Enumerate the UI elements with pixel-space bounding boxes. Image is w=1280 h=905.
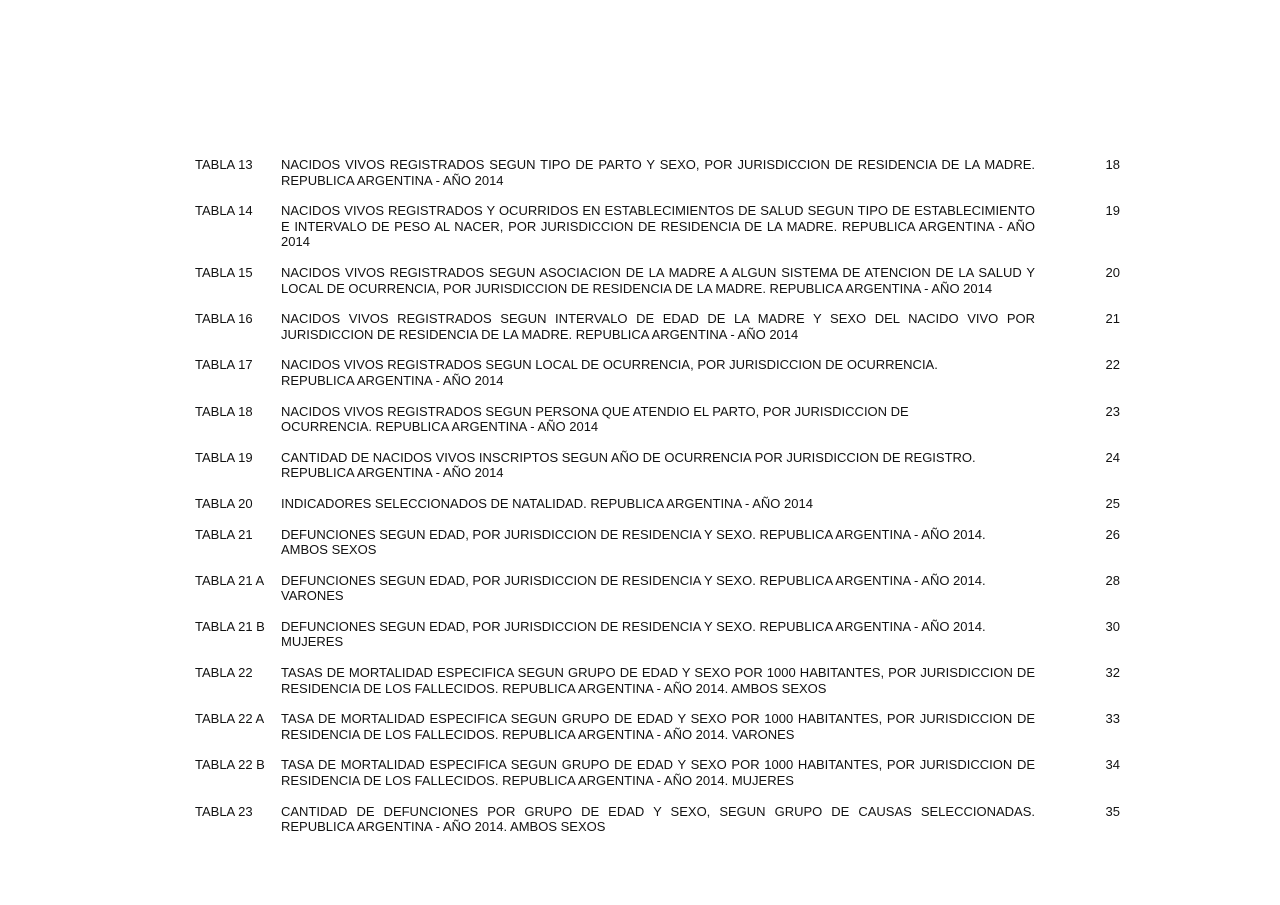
toc-entry-description: NACIDOS VIVOS REGISTRADOS SEGUN INTERVALO DE EDAD DE LA MADRE Y SEXO DEL NACIDO VIVO POR JURISDICCION DE RESIDENCIA DE LA MADRE. REPUBLICA ARGENTINA - AÑO 2014 [281, 311, 1035, 342]
toc-entry-description: NACIDOS VIVOS REGISTRADOS SEGUN TIPO DE PARTO Y SEXO, POR JURISDICCION DE RESIDENCIA DE LA MADRE. REPUBLICA ARGENTINA - AÑO 2014 [281, 157, 1035, 188]
toc-entry-label: TABLA 22 A [195, 711, 265, 727]
toc-entry-tabla-18[interactable] [195, 404, 1120, 435]
table-of-contents [195, 157, 1120, 850]
toc-entry-description: DEFUNCIONES SEGUN EDAD, POR JURISDICCION DE RESIDENCIA Y SEXO. REPUBLICA ARGENTINA - AÑO 2014. AMBOS SEXOS [281, 526, 986, 558]
toc-entry-label: TABLA 16 [195, 311, 253, 327]
toc-entry-description: NACIDOS VIVOS REGISTRADOS SEGUN PERSONA QUE ATENDIO EL PARTO, POR JURISDICCION DE OCURRENCIA. REPUBLICA ARGENTINA - AÑO 2014 [281, 403, 909, 435]
toc-entry-page-number: 30 [1105, 618, 1120, 634]
toc-entry-tabla-16[interactable] [195, 311, 1120, 342]
toc-entry-tabla-20[interactable] [195, 496, 1120, 512]
toc-entry-page-number: 33 [1105, 711, 1120, 727]
toc-entry-page-number: 23 [1105, 403, 1120, 419]
toc-entry-tabla-22[interactable] [195, 665, 1120, 696]
toc-entry-description: NACIDOS VIVOS REGISTRADOS SEGUN ASOCIACION DE LA MADRE A ALGUN SISTEMA DE ATENCION DE LA SALUD Y LOCAL DE OCURRENCIA, POR JURISDICCION DE RESIDENCIA DE LA MADRE. REPUBLICA ARGENTINA - AÑO 2014 [281, 264, 1035, 296]
toc-entry-tabla-21-b[interactable] [195, 619, 1120, 650]
toc-entry-page-number: 25 [1105, 495, 1120, 511]
toc-entry-page-number: 20 [1105, 264, 1120, 280]
toc-entry-tabla-23[interactable] [195, 804, 1120, 835]
toc-entry-page-number: 34 [1105, 757, 1120, 773]
toc-entry-label: TABLA 21 B [195, 618, 265, 634]
toc-entry-tabla-22-a[interactable] [195, 711, 1120, 742]
toc-entry-label: TABLA 20 [195, 495, 253, 511]
toc-entry-label: TABLA 17 [195, 357, 253, 373]
toc-entry-description: TASAS DE MORTALIDAD ESPECIFICA SEGUN GRUPO DE EDAD Y SEXO POR 1000 HABITANTES, POR JURISDICCION DE RESIDENCIA DE LOS FALLECIDOS. REPUBLICA ARGENTINA - AÑO 2014. AMBOS SEXOS [281, 665, 1035, 696]
toc-entry-tabla-15[interactable] [195, 265, 1120, 296]
toc-entry-page-number: 24 [1105, 449, 1120, 465]
toc-entry-label: TABLA 22 [195, 665, 253, 681]
toc-entry-label: TABLA 21 [195, 526, 253, 542]
toc-entry-label: TABLA 21 A [195, 572, 265, 588]
toc-entry-tabla-14[interactable] [195, 203, 1120, 250]
toc-entry-description: DEFUNCIONES SEGUN EDAD, POR JURISDICCION DE RESIDENCIA Y SEXO. REPUBLICA ARGENTINA - AÑO 2014. MUJERES [281, 618, 986, 650]
toc-entry-tabla-19[interactable] [195, 450, 1120, 481]
toc-entry-page-number: 32 [1105, 665, 1120, 681]
toc-entry-label: TABLA 14 [195, 203, 253, 219]
toc-entry-page-number: 28 [1105, 572, 1120, 588]
toc-entry-tabla-21[interactable] [195, 527, 1120, 558]
toc-entry-tabla-13[interactable] [195, 157, 1120, 188]
toc-entry-description: CANTIDAD DE DEFUNCIONES POR GRUPO DE EDAD Y SEXO, SEGUN GRUPO DE CAUSAS SELECCIONADAS. REPUBLICA ARGENTINA - AÑO 2014. AMBOS SEXOS [281, 803, 1035, 835]
toc-entry-description: NACIDOS VIVOS REGISTRADOS SEGUN LOCAL DE OCURRENCIA, POR JURISDICCION DE OCURRENCIA. REPUBLICA ARGENTINA - AÑO 2014 [281, 357, 938, 388]
toc-entry-tabla-21-a[interactable] [195, 573, 1120, 604]
toc-entry-description: NACIDOS VIVOS REGISTRADOS Y OCURRIDOS EN ESTABLECIMIENTOS DE SALUD SEGUN TIPO DE ESTABLECIMIENTO E INTERVALO DE PESO AL NACER, POR JURISDICCION DE RESIDENCIA DE LA MADRE. REPUBLICA ARGENTINA - AÑO 2014 [281, 203, 1035, 250]
toc-entry-tabla-17[interactable] [195, 357, 1120, 388]
toc-entry-page-number: 19 [1105, 203, 1120, 219]
toc-entry-description: CANTIDAD DE NACIDOS VIVOS INSCRIPTOS SEGUN AÑO DE OCURRENCIA POR JURISDICCION DE REGISTRO. REPUBLICA ARGENTINA - AÑO 2014 [281, 449, 976, 481]
toc-entry-tabla-22-b[interactable] [195, 757, 1120, 788]
toc-entry-label: TABLA 22 B [195, 757, 265, 773]
toc-entry-label: TABLA 23 [195, 803, 253, 819]
toc-entry-description: INDICADORES SELECCIONADOS DE NATALIDAD. REPUBLICA ARGENTINA - AÑO 2014 [281, 495, 813, 511]
toc-entry-label: TABLA 13 [195, 157, 253, 172]
toc-entry-page-number: 22 [1105, 357, 1120, 373]
toc-entry-label: TABLA 15 [195, 264, 253, 280]
toc-entry-page-number: 18 [1105, 157, 1120, 172]
toc-entry-page-number: 21 [1105, 311, 1120, 327]
toc-entry-description: DEFUNCIONES SEGUN EDAD, POR JURISDICCION DE RESIDENCIA Y SEXO. REPUBLICA ARGENTINA - AÑO 2014. VARONES [281, 572, 986, 604]
toc-entry-label: TABLA 19 [195, 449, 253, 465]
toc-entry-description: TASA DE MORTALIDAD ESPECIFICA SEGUN GRUPO DE EDAD Y SEXO POR 1000 HABITANTES, POR JURISDICCION DE RESIDENCIA DE LOS FALLECIDOS. REPUBLICA ARGENTINA - AÑO 2014. MUJERES [281, 757, 1035, 789]
toc-entry-page-number: 35 [1105, 803, 1120, 819]
toc-entry-description: TASA DE MORTALIDAD ESPECIFICA SEGUN GRUPO DE EDAD Y SEXO POR 1000 HABITANTES, POR JURISDICCION DE RESIDENCIA DE LOS FALLECIDOS. REPUBLICA ARGENTINA - AÑO 2014. VARONES [281, 711, 1035, 742]
toc-entry-page-number: 26 [1105, 526, 1120, 542]
toc-entry-label: TABLA 18 [195, 403, 253, 419]
